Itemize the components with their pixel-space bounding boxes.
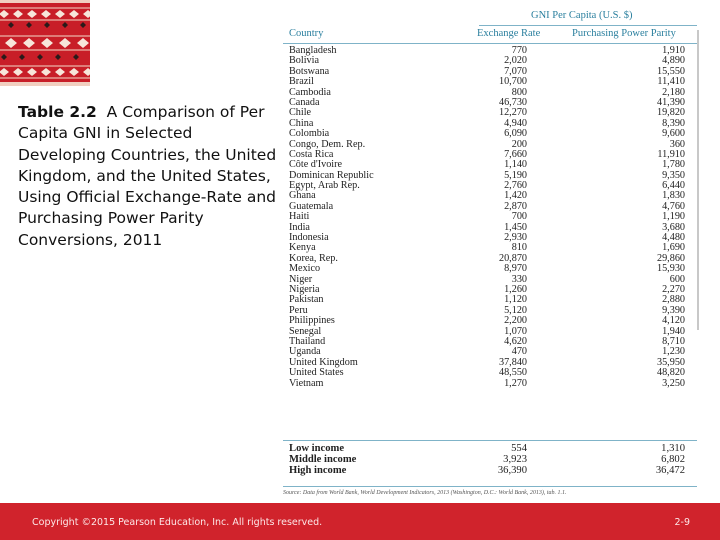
table-row	[283, 358, 697, 368]
country-cell: Guatemala	[289, 200, 334, 212]
exchange-rate-cell: 7,070	[504, 65, 527, 77]
ppp-cell: 3,250	[662, 377, 685, 389]
table-row	[283, 264, 697, 274]
table-row	[283, 275, 697, 285]
ppp-cell: 29,860	[656, 252, 685, 264]
ppp-cell: 1,910	[662, 45, 685, 56]
table-row	[283, 233, 697, 243]
exchange-rate-cell: 800	[511, 86, 527, 98]
exchange-rate-cell: 10,700	[498, 76, 527, 88]
country-cell: India	[289, 221, 310, 233]
ppp-cell: 41,390	[656, 96, 685, 108]
table-row	[283, 254, 697, 264]
ppp-cell: 1,940	[662, 325, 685, 337]
income-group-rows	[283, 443, 697, 477]
table-row	[283, 119, 697, 129]
country-cell: Egypt, Arab Rep.	[289, 180, 360, 192]
ppp-cell: 36,472	[655, 465, 685, 477]
copyright-text: Copyright ©2015 Pearson Education, Inc. All rights reserved.	[32, 517, 323, 528]
exchange-rate-cell: 4,940	[504, 117, 527, 129]
ppp-cell: 15,930	[656, 263, 685, 275]
country-cell: Senegal	[289, 325, 322, 337]
exchange-rate-cell: 6,090	[504, 128, 527, 140]
ppp-cell: 9,390	[662, 304, 685, 316]
exchange-rate-cell: 810	[511, 242, 527, 254]
country-cell: Nigeria	[289, 283, 320, 295]
table-row	[283, 202, 697, 212]
table-row	[283, 88, 697, 98]
table-row	[283, 295, 697, 305]
table-row	[283, 67, 697, 77]
table-row	[283, 77, 697, 87]
table-row	[283, 129, 697, 139]
exchange-rate-cell: 1,120	[504, 294, 527, 306]
exchange-rate-cell: 5,120	[504, 304, 527, 316]
exchange-rate-cell: 2,760	[504, 180, 527, 192]
ppp-cell: 9,600	[662, 128, 685, 140]
country-cell: United Kingdom	[289, 356, 358, 368]
table-row	[283, 56, 697, 66]
ppp-cell: 1,780	[662, 159, 685, 171]
summary-rule	[283, 440, 697, 441]
exchange-rate-cell: 12,270	[498, 107, 527, 119]
country-rows	[283, 46, 697, 389]
exchange-rate-cell: 4,620	[504, 335, 527, 347]
country-cell: Niger	[289, 273, 313, 285]
column-header-ppp: Purchasing Power Parity	[572, 28, 676, 39]
table-row	[283, 316, 697, 326]
table-row	[283, 98, 697, 108]
exchange-rate-cell: 36,390	[497, 465, 527, 477]
summary-row	[283, 465, 697, 476]
exchange-rate-cell: 7,660	[504, 148, 527, 160]
table-row	[283, 337, 697, 347]
exchange-rate-cell: 1,260	[504, 283, 527, 295]
exchange-rate-cell: 2,870	[504, 200, 527, 212]
table-row	[283, 212, 697, 222]
ppp-cell: 48,820	[656, 367, 685, 379]
country-cell: Thailand	[289, 335, 326, 347]
country-cell: Chile	[289, 107, 312, 119]
page-number: 2-9	[674, 517, 690, 528]
country-cell: Pakistan	[289, 294, 324, 306]
table-row	[283, 379, 697, 389]
country-cell: Dominican Republic	[289, 169, 374, 181]
table-row	[283, 191, 697, 201]
exchange-rate-cell: 46,730	[498, 96, 527, 108]
ppp-cell: 8,390	[662, 117, 685, 129]
ppp-cell: 1,690	[662, 242, 685, 254]
exchange-rate-cell: 1,270	[504, 377, 527, 389]
table-row	[283, 243, 697, 253]
ppp-cell: 4,890	[662, 55, 685, 67]
exchange-rate-cell: 3,923	[503, 454, 527, 466]
exchange-rate-cell: 2,020	[504, 55, 527, 67]
ppp-cell: 35,950	[656, 356, 685, 368]
country-cell: Low income	[289, 443, 345, 454]
exchange-rate-cell: 8,970	[504, 263, 527, 275]
exchange-rate-cell: 20,870	[498, 252, 527, 264]
ppp-cell: 1,830	[662, 190, 685, 202]
ppp-cell: 19,820	[656, 107, 685, 119]
country-cell: Brazil	[289, 76, 314, 88]
ppp-cell: 6,802	[661, 454, 685, 466]
ppp-cell: 4,120	[662, 315, 685, 327]
ppp-cell: 11,410	[657, 76, 685, 88]
country-cell: Indonesia	[289, 232, 329, 244]
ppp-cell: 4,760	[662, 200, 685, 212]
exchange-rate-cell: 2,200	[504, 315, 527, 327]
header-rule	[283, 43, 697, 44]
summary-row	[283, 454, 697, 465]
group-header: GNI Per Capita (U.S. $)	[531, 10, 633, 21]
exchange-rate-cell: 5,190	[504, 169, 527, 181]
country-cell: Mexico	[289, 263, 321, 275]
ppp-cell: 8,710	[662, 335, 685, 347]
country-cell: Philippines	[289, 315, 335, 327]
ppp-cell: 360	[669, 138, 685, 150]
country-cell: Cambodia	[289, 86, 331, 98]
country-cell: Ghana	[289, 190, 316, 202]
source-note: Source: Data from World Bank, World Development Indicators, 2013 (Washington, D.C.: World Bank, 2013), tab. 1.1.	[283, 490, 567, 496]
country-cell: Côte d'Ivoire	[289, 159, 343, 171]
ppp-cell: 2,270	[662, 283, 685, 295]
ppp-cell: 15,550	[656, 65, 685, 77]
exchange-rate-cell: 1,070	[504, 325, 527, 337]
country-cell: China	[289, 117, 314, 129]
ppp-cell: 1,190	[662, 211, 685, 223]
ppp-cell: 6,440	[662, 180, 685, 192]
country-cell: High income	[289, 465, 347, 477]
country-cell: Congo, Dem. Rep.	[289, 138, 366, 150]
decorative-pattern	[0, 0, 90, 86]
source-rule	[283, 486, 697, 487]
country-cell: Uganda	[289, 346, 321, 358]
country-cell: Costa Rica	[289, 148, 334, 160]
exchange-rate-cell: 1,140	[504, 159, 527, 171]
table-row	[283, 181, 697, 191]
country-cell: Bangladesh	[289, 45, 337, 56]
vertical-divider	[697, 30, 699, 330]
country-cell: Kenya	[289, 242, 316, 254]
ppp-cell: 9,350	[662, 169, 685, 181]
exchange-rate-cell: 330	[511, 273, 527, 285]
country-cell: Vietnam	[289, 377, 324, 389]
exchange-rate-cell: 770	[511, 45, 527, 56]
table-row	[283, 108, 697, 118]
country-cell: Peru	[289, 304, 308, 316]
country-cell: Korea, Rep.	[289, 252, 338, 264]
exchange-rate-cell: 470	[511, 346, 527, 358]
ppp-cell: 2,180	[662, 86, 685, 98]
exchange-rate-cell: 1,420	[504, 190, 527, 202]
exchange-rate-cell: 2,930	[504, 232, 527, 244]
footer-bar	[0, 503, 720, 540]
table-caption	[18, 102, 280, 251]
country-cell: Canada	[289, 96, 320, 108]
exchange-rate-cell: 37,840	[498, 356, 527, 368]
table-row	[283, 306, 697, 316]
country-cell: Colombia	[289, 128, 330, 140]
table-row	[283, 285, 697, 295]
table-row	[283, 368, 697, 378]
exchange-rate-cell: 48,550	[498, 367, 527, 379]
ppp-cell: 1,310	[661, 443, 685, 454]
caption-text: A Comparison of Per Capita GNI in Selected Developing Countries, the United Kingdom, and the United States, Using Official Exchange-Rate and Purchasing Power Parity Conversions, 2011	[18, 103, 277, 249]
table-row	[283, 223, 697, 233]
country-cell: Botswana	[289, 65, 330, 77]
exchange-rate-cell: 700	[511, 211, 527, 223]
column-header-exchange-rate: Exchange Rate	[477, 28, 541, 39]
summary-row	[283, 443, 697, 454]
ppp-cell: 4,480	[662, 232, 685, 244]
group-header-rule	[479, 25, 697, 26]
table-row	[283, 140, 697, 150]
country-cell: United States	[289, 367, 344, 379]
ppp-cell: 2,880	[662, 294, 685, 306]
exchange-rate-cell: 1,450	[504, 221, 527, 233]
column-header-country: Country	[289, 28, 324, 39]
country-cell: Middle income	[289, 454, 357, 466]
table-row	[283, 46, 697, 56]
ppp-cell: 3,680	[662, 221, 685, 233]
ppp-cell: 11,910	[657, 148, 685, 160]
table-row	[283, 327, 697, 337]
exchange-rate-cell: 200	[511, 138, 527, 150]
ppp-cell: 1,230	[662, 346, 685, 358]
country-cell: Bolivia	[289, 55, 319, 67]
country-cell: Haiti	[289, 211, 310, 223]
exchange-rate-cell: 554	[511, 443, 527, 454]
table-row	[283, 150, 697, 160]
ppp-cell: 600	[669, 273, 685, 285]
caption-label: Table 2.2	[18, 103, 97, 121]
